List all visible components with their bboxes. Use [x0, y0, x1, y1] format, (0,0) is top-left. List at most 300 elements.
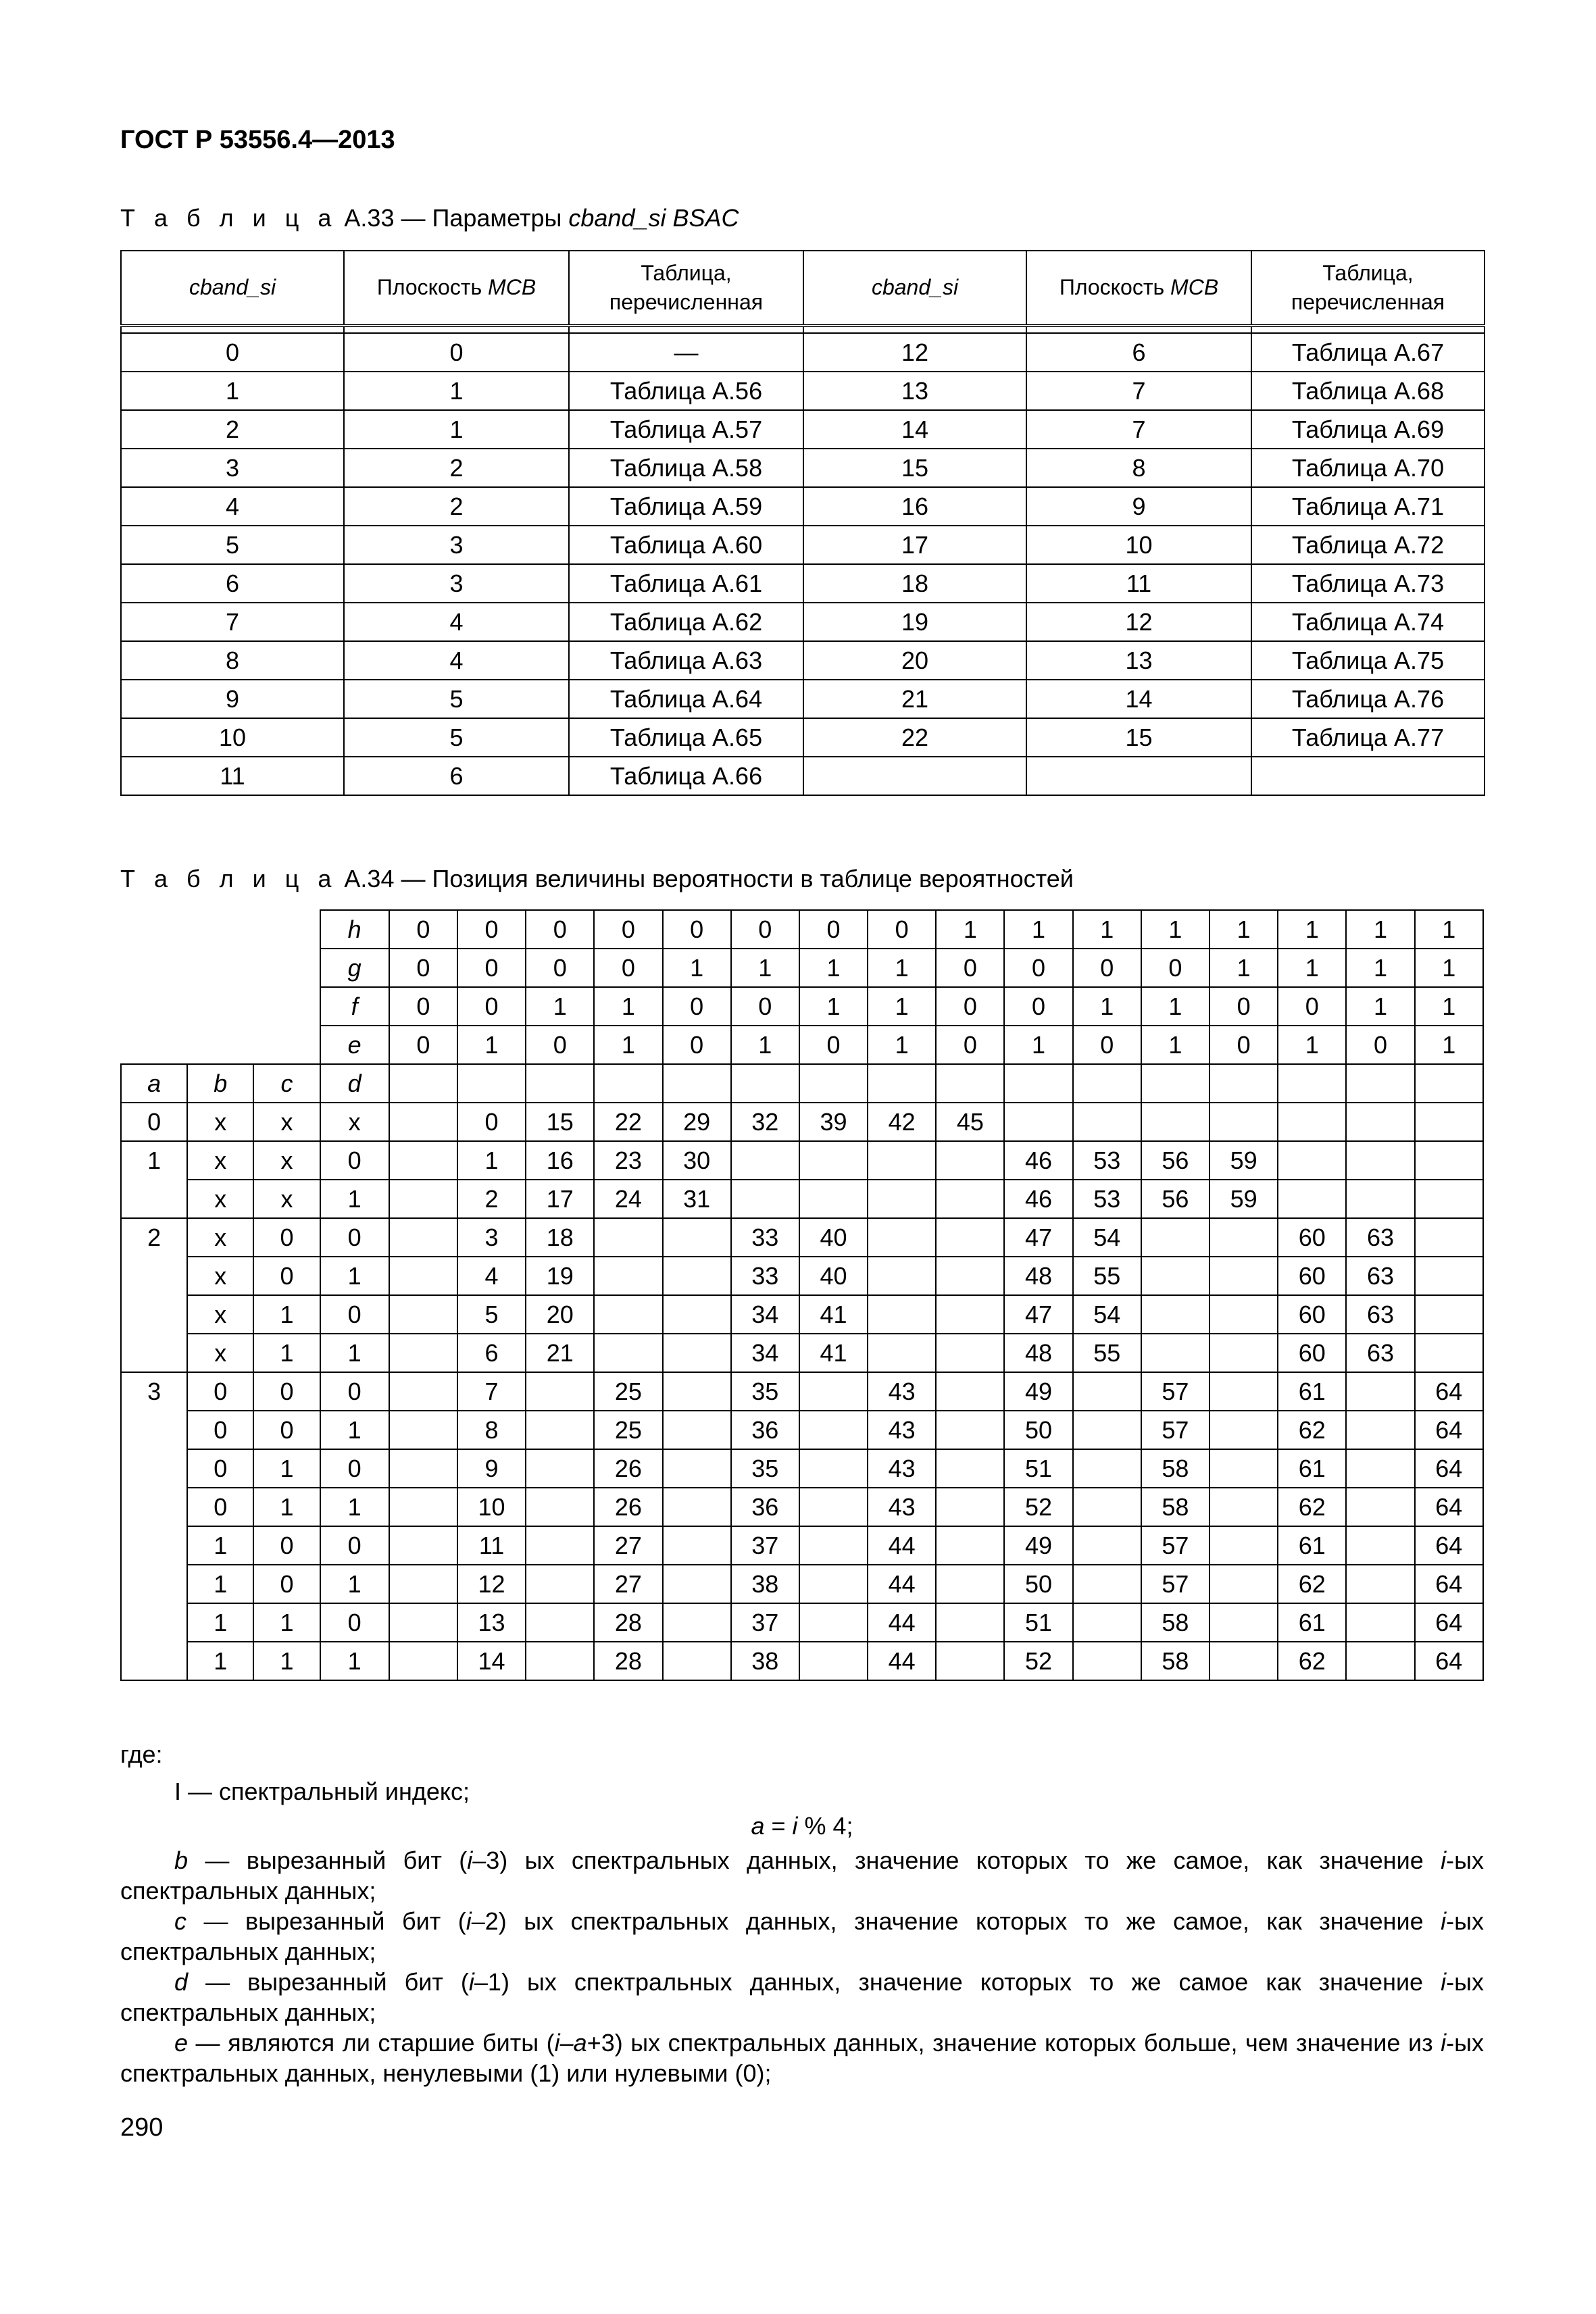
- probability-cell: 59: [1210, 1180, 1278, 1218]
- probability-cell: 58: [1141, 1488, 1210, 1526]
- probability-cell: [1073, 1103, 1141, 1141]
- probability-cell: [389, 1372, 457, 1411]
- probability-cell: [1073, 1642, 1141, 1680]
- table-cell: 10: [121, 718, 344, 757]
- bit-value: 0: [1141, 949, 1210, 987]
- table-cell: Таблица A.61: [569, 564, 803, 603]
- probability-cell: 57: [1141, 1372, 1210, 1411]
- column-label: c: [253, 1064, 320, 1103]
- probability-cell: [1415, 1103, 1483, 1141]
- cell-c: x: [253, 1180, 320, 1218]
- probability-cell: 33: [731, 1218, 799, 1257]
- empty-corner: [121, 910, 320, 1064]
- probability-cell: [936, 1334, 1004, 1372]
- probability-cell: [1415, 1180, 1483, 1218]
- probability-cell: [1141, 1103, 1210, 1141]
- column-label: d: [320, 1064, 389, 1103]
- bit-header-row: [121, 949, 1483, 987]
- table-row: [121, 526, 1485, 564]
- probability-cell: 43: [868, 1449, 936, 1488]
- table-cell: Таблица A.76: [1251, 680, 1485, 718]
- probability-cell: 51: [1004, 1603, 1072, 1642]
- probability-cell: 0: [457, 1103, 526, 1141]
- bit-value: 0: [731, 987, 799, 1026]
- probability-cell: 63: [1346, 1334, 1414, 1372]
- probability-cell: 39: [799, 1103, 868, 1141]
- probability-cell: 36: [731, 1411, 799, 1449]
- cell-a: 2: [121, 1218, 187, 1257]
- bit-value: 0: [868, 910, 936, 949]
- probability-cell: 63: [1346, 1295, 1414, 1334]
- probability-cell: 64: [1415, 1642, 1483, 1680]
- cell-d: 0: [320, 1526, 389, 1565]
- bit-value: 0: [936, 987, 1004, 1026]
- probability-cell: [663, 1295, 731, 1334]
- note-d: d — вырезанный бит (i–1) ых спектральных данных, значение которых то же самое как значение i-ых спектральных данных;: [120, 1968, 1484, 2026]
- header-table-listed: Таблица, перечисленная: [1251, 251, 1485, 326]
- probability-cell: [1210, 1103, 1278, 1141]
- probability-cell: [1278, 1180, 1346, 1218]
- cell-c: 1: [253, 1449, 320, 1488]
- probability-cell: [799, 1372, 868, 1411]
- table-cell: [389, 1064, 457, 1103]
- probability-cell: 40: [799, 1218, 868, 1257]
- cell-a: [121, 1180, 187, 1218]
- table-cell: [1141, 1064, 1210, 1103]
- cell-a: [121, 1526, 187, 1565]
- cell-b: x: [187, 1295, 253, 1334]
- probability-cell: 62: [1278, 1411, 1346, 1449]
- probability-cell: [868, 1180, 936, 1218]
- probability-cell: 62: [1278, 1565, 1346, 1603]
- bit-value: 0: [389, 910, 457, 949]
- probability-cell: [799, 1411, 868, 1449]
- table-cell: [1346, 1064, 1414, 1103]
- probability-cell: 16: [526, 1141, 594, 1180]
- column-label: b: [187, 1064, 253, 1103]
- probability-cell: [1210, 1603, 1278, 1642]
- probability-cell: [936, 1141, 1004, 1180]
- table-row: [121, 449, 1485, 487]
- caption-italic: cband_si BSAC: [568, 204, 739, 232]
- cell-d: 0: [320, 1218, 389, 1257]
- probability-cell: [868, 1334, 936, 1372]
- probability-cell: 18: [526, 1218, 594, 1257]
- table-cell: Таблица A.64: [569, 680, 803, 718]
- probability-cell: 31: [663, 1180, 731, 1218]
- table-cell: Таблица A.72: [1251, 526, 1485, 564]
- table-cell: Таблица A.63: [569, 641, 803, 680]
- probability-cell: 41: [799, 1295, 868, 1334]
- cell-a: [121, 1565, 187, 1603]
- probability-cell: [526, 1488, 594, 1526]
- cell-c: 0: [253, 1565, 320, 1603]
- bit-header-row: [121, 910, 1483, 949]
- table-cell: [1004, 1064, 1072, 1103]
- probability-cell: [663, 1642, 731, 1680]
- cell-c: 1: [253, 1642, 320, 1680]
- cell-b: x: [187, 1103, 253, 1141]
- probability-cell: 50: [1004, 1411, 1072, 1449]
- probability-cell: 61: [1278, 1526, 1346, 1565]
- table-cell: 17: [803, 526, 1026, 564]
- probability-cell: [526, 1449, 594, 1488]
- page-number: 290: [120, 2113, 164, 2142]
- probability-cell: [663, 1411, 731, 1449]
- note-b: b — вырезанный бит (i–3) ых спектральных данных, значение которых то же самое, как значение i-ых спектральных данных;: [120, 1846, 1484, 1905]
- bit-value: 1: [1004, 910, 1072, 949]
- bit-value: 1: [526, 987, 594, 1026]
- probability-cell: [1278, 1103, 1346, 1141]
- notes-where: где:: [120, 1740, 163, 1768]
- probability-cell: 11: [457, 1526, 526, 1565]
- bit-label: e: [320, 1026, 389, 1064]
- table-cell: 7: [121, 603, 344, 641]
- table-row: [121, 1642, 1483, 1680]
- probability-cell: [389, 1295, 457, 1334]
- bit-value: 1: [868, 1026, 936, 1064]
- table-cell: 2: [344, 487, 569, 526]
- bit-header-row: [121, 987, 1483, 1026]
- probability-cell: 19: [526, 1257, 594, 1295]
- table-row: [121, 1565, 1483, 1603]
- probability-cell: 35: [731, 1449, 799, 1488]
- probability-cell: [389, 1334, 457, 1372]
- table-cell: [1415, 1064, 1483, 1103]
- probability-cell: 26: [594, 1488, 662, 1526]
- table-cell: 4: [344, 641, 569, 680]
- bit-value: 1: [1415, 949, 1483, 987]
- probability-cell: 24: [594, 1180, 662, 1218]
- probability-cell: 33: [731, 1257, 799, 1295]
- table-cell: [1278, 1064, 1346, 1103]
- probability-cell: [663, 1526, 731, 1565]
- bit-value: 0: [1346, 1026, 1414, 1064]
- table-cell: 3: [344, 564, 569, 603]
- table-header-row: [121, 251, 1485, 326]
- table-cell: Таблица A.69: [1251, 410, 1485, 449]
- table-cell: 15: [1026, 718, 1251, 757]
- probability-cell: 64: [1415, 1526, 1483, 1565]
- probability-cell: [1073, 1372, 1141, 1411]
- probability-cell: 63: [1346, 1218, 1414, 1257]
- probability-cell: [1210, 1565, 1278, 1603]
- formula-a: a = i % 4;: [751, 1812, 853, 1840]
- bit-value: 0: [936, 1026, 1004, 1064]
- probability-cell: 46: [1004, 1141, 1072, 1180]
- bit-value: 0: [1278, 987, 1346, 1026]
- cell-b: 1: [187, 1565, 253, 1603]
- table-cell: 6: [121, 564, 344, 603]
- table-cell: 15: [803, 449, 1026, 487]
- probability-cell: [1004, 1103, 1072, 1141]
- table-row: [121, 333, 1485, 372]
- bit-value: 0: [799, 1026, 868, 1064]
- cell-b: x: [187, 1180, 253, 1218]
- probability-cell: [799, 1180, 868, 1218]
- probability-cell: [1210, 1334, 1278, 1372]
- probability-cell: [936, 1257, 1004, 1295]
- probability-cell: 49: [1004, 1526, 1072, 1565]
- probability-cell: [936, 1603, 1004, 1642]
- bit-label: g: [320, 949, 389, 987]
- probability-cell: [1346, 1372, 1414, 1411]
- probability-cell: [1346, 1603, 1414, 1642]
- bit-value: 1: [731, 1026, 799, 1064]
- probability-cell: 64: [1415, 1372, 1483, 1411]
- probability-cell: [1141, 1334, 1210, 1372]
- probability-cell: [389, 1488, 457, 1526]
- probability-cell: [868, 1295, 936, 1334]
- cell-a: [121, 1488, 187, 1526]
- table-cell: 21: [803, 680, 1026, 718]
- table-cell: 6: [1026, 333, 1251, 372]
- probability-cell: 28: [594, 1642, 662, 1680]
- table-cell: —: [569, 333, 803, 372]
- probability-cell: 58: [1141, 1603, 1210, 1642]
- probability-cell: [1141, 1257, 1210, 1295]
- bit-value: 0: [594, 910, 662, 949]
- table-a34: [120, 909, 1484, 1681]
- bit-value: 1: [731, 949, 799, 987]
- probability-cell: 37: [731, 1526, 799, 1565]
- bit-value: 0: [799, 910, 868, 949]
- probability-cell: 53: [1073, 1141, 1141, 1180]
- table-cell: Таблица A.59: [569, 487, 803, 526]
- probability-cell: 54: [1073, 1295, 1141, 1334]
- probability-cell: 38: [731, 1565, 799, 1603]
- probability-cell: [936, 1295, 1004, 1334]
- probability-cell: [389, 1603, 457, 1642]
- probability-cell: [1210, 1526, 1278, 1565]
- bit-header-row: [121, 1026, 1483, 1064]
- table-a33-body: [121, 333, 1485, 795]
- probability-cell: 64: [1415, 1488, 1483, 1526]
- probability-cell: 52: [1004, 1488, 1072, 1526]
- table-cell: [731, 1064, 799, 1103]
- cell-a: [121, 1411, 187, 1449]
- probability-cell: 51: [1004, 1449, 1072, 1488]
- column-label-row: [121, 1064, 1483, 1103]
- table-cell: [799, 1064, 868, 1103]
- table-row: [121, 718, 1485, 757]
- table-cell: 3: [121, 449, 344, 487]
- bit-value: 1: [868, 987, 936, 1026]
- probability-cell: [868, 1257, 936, 1295]
- table-cell: Таблица A.68: [1251, 372, 1485, 410]
- bit-value: 1: [1004, 1026, 1072, 1064]
- probability-cell: 64: [1415, 1411, 1483, 1449]
- cell-d: 0: [320, 1449, 389, 1488]
- bit-value: 1: [1210, 910, 1278, 949]
- probability-cell: [594, 1257, 662, 1295]
- probability-cell: 2: [457, 1180, 526, 1218]
- bit-value: 0: [663, 910, 731, 949]
- probability-cell: 43: [868, 1488, 936, 1526]
- probability-cell: [1210, 1411, 1278, 1449]
- table-cell: 9: [121, 680, 344, 718]
- cell-b: x: [187, 1257, 253, 1295]
- probability-cell: [799, 1488, 868, 1526]
- probability-cell: [1346, 1411, 1414, 1449]
- cell-d: 1: [320, 1411, 389, 1449]
- probability-cell: 57: [1141, 1411, 1210, 1449]
- table-cell: Таблица A.62: [569, 603, 803, 641]
- table-cell: 7: [1026, 372, 1251, 410]
- bit-value: 0: [1210, 987, 1278, 1026]
- probability-cell: 46: [1004, 1180, 1072, 1218]
- cell-a: [121, 1642, 187, 1680]
- table-cell: 12: [803, 333, 1026, 372]
- probability-cell: [1346, 1565, 1414, 1603]
- bit-value: 1: [1346, 910, 1414, 949]
- probability-cell: 26: [594, 1449, 662, 1488]
- probability-cell: 60: [1278, 1218, 1346, 1257]
- table-cell: 8: [121, 641, 344, 680]
- bit-value: 0: [526, 1026, 594, 1064]
- probability-cell: [1346, 1103, 1414, 1141]
- probability-cell: [663, 1257, 731, 1295]
- table-cell: 12: [1026, 603, 1251, 641]
- table-cell: 0: [344, 333, 569, 372]
- bit-value: 1: [1415, 910, 1483, 949]
- table-row: [121, 410, 1485, 449]
- bit-value: 0: [663, 987, 731, 1026]
- probability-cell: [799, 1565, 868, 1603]
- probability-cell: [389, 1180, 457, 1218]
- bit-value: 0: [1004, 987, 1072, 1026]
- bit-value: 0: [389, 1026, 457, 1064]
- probability-cell: 60: [1278, 1334, 1346, 1372]
- probability-cell: 53: [1073, 1180, 1141, 1218]
- probability-cell: [936, 1180, 1004, 1218]
- probability-cell: [594, 1334, 662, 1372]
- probability-cell: 25: [594, 1372, 662, 1411]
- table-cell: 5: [344, 680, 569, 718]
- cell-b: 1: [187, 1603, 253, 1642]
- probability-cell: 28: [594, 1603, 662, 1642]
- table-row: [121, 372, 1485, 410]
- table-row: [121, 1372, 1483, 1411]
- probability-cell: 48: [1004, 1257, 1072, 1295]
- cell-d: 0: [320, 1295, 389, 1334]
- bit-value: 0: [457, 910, 526, 949]
- cell-c: 0: [253, 1218, 320, 1257]
- cell-a: 3: [121, 1372, 187, 1411]
- note-l: I — спектральный индекс;: [174, 1778, 470, 1805]
- probability-cell: [936, 1372, 1004, 1411]
- probability-cell: 20: [526, 1295, 594, 1334]
- bit-value: 1: [1346, 949, 1414, 987]
- table-cell: Таблица A.70: [1251, 449, 1485, 487]
- probability-cell: [936, 1565, 1004, 1603]
- caption-text: А.34 — Позиция величины вероятности в таблице вероятностей: [337, 865, 1074, 892]
- probability-cell: [1415, 1334, 1483, 1372]
- probability-cell: [1210, 1449, 1278, 1488]
- cell-c: 1: [253, 1603, 320, 1642]
- probability-cell: 6: [457, 1334, 526, 1372]
- probability-cell: [1210, 1218, 1278, 1257]
- table-cell: 7: [1026, 410, 1251, 449]
- caption-text: А.33 — Параметры: [337, 204, 569, 232]
- probability-cell: 45: [936, 1103, 1004, 1141]
- probability-cell: [868, 1218, 936, 1257]
- probability-cell: [389, 1449, 457, 1488]
- probability-cell: [731, 1141, 799, 1180]
- bit-value: 0: [389, 987, 457, 1026]
- probability-cell: [389, 1141, 457, 1180]
- probability-cell: 57: [1141, 1526, 1210, 1565]
- probability-cell: 36: [731, 1488, 799, 1526]
- table-cell: [936, 1064, 1004, 1103]
- probability-cell: [526, 1526, 594, 1565]
- table-cell: Таблица A.74: [1251, 603, 1485, 641]
- table-cell: 4: [121, 487, 344, 526]
- bit-value: 1: [1346, 987, 1414, 1026]
- table-row: [121, 1334, 1483, 1372]
- cell-b: x: [187, 1218, 253, 1257]
- probability-cell: [868, 1141, 936, 1180]
- probability-cell: 49: [1004, 1372, 1072, 1411]
- cell-c: 0: [253, 1526, 320, 1565]
- notes-block: [120, 1739, 1484, 2088]
- probability-cell: 34: [731, 1295, 799, 1334]
- probability-cell: 63: [1346, 1257, 1414, 1295]
- table-row: [121, 1103, 1483, 1141]
- table-row: [121, 1180, 1483, 1218]
- probability-cell: [594, 1295, 662, 1334]
- table-cell: Таблица A.57: [569, 410, 803, 449]
- cell-a: 0: [121, 1103, 187, 1141]
- probability-cell: 44: [868, 1603, 936, 1642]
- probability-cell: [526, 1642, 594, 1680]
- table-cell: 6: [344, 757, 569, 795]
- probability-cell: 55: [1073, 1257, 1141, 1295]
- cell-d: 1: [320, 1257, 389, 1295]
- probability-cell: 5: [457, 1295, 526, 1334]
- probability-cell: 34: [731, 1334, 799, 1372]
- table-cell: 13: [1026, 641, 1251, 680]
- probability-cell: [1278, 1141, 1346, 1180]
- probability-cell: [389, 1526, 457, 1565]
- table-row: [121, 680, 1485, 718]
- table-cell: Таблица A.75: [1251, 641, 1485, 680]
- table-cell: [526, 1064, 594, 1103]
- probability-cell: [731, 1180, 799, 1218]
- probability-cell: [1210, 1642, 1278, 1680]
- probability-cell: [663, 1488, 731, 1526]
- table-cell: Таблица A.56: [569, 372, 803, 410]
- bit-value: 0: [526, 910, 594, 949]
- probability-cell: 56: [1141, 1141, 1210, 1180]
- table-cell: [663, 1064, 731, 1103]
- probability-cell: [1415, 1295, 1483, 1334]
- cell-d: 1: [320, 1334, 389, 1372]
- probability-cell: 10: [457, 1488, 526, 1526]
- table-row: [121, 564, 1485, 603]
- bit-value: 1: [799, 949, 868, 987]
- probability-cell: [663, 1218, 731, 1257]
- table-row: [121, 757, 1485, 795]
- cell-b: 0: [187, 1449, 253, 1488]
- probability-cell: 64: [1415, 1565, 1483, 1603]
- probability-cell: [936, 1526, 1004, 1565]
- probability-cell: [389, 1411, 457, 1449]
- table-cell: [1210, 1064, 1278, 1103]
- cell-d: 1: [320, 1565, 389, 1603]
- table-cell: 1: [121, 372, 344, 410]
- probability-cell: [663, 1372, 731, 1411]
